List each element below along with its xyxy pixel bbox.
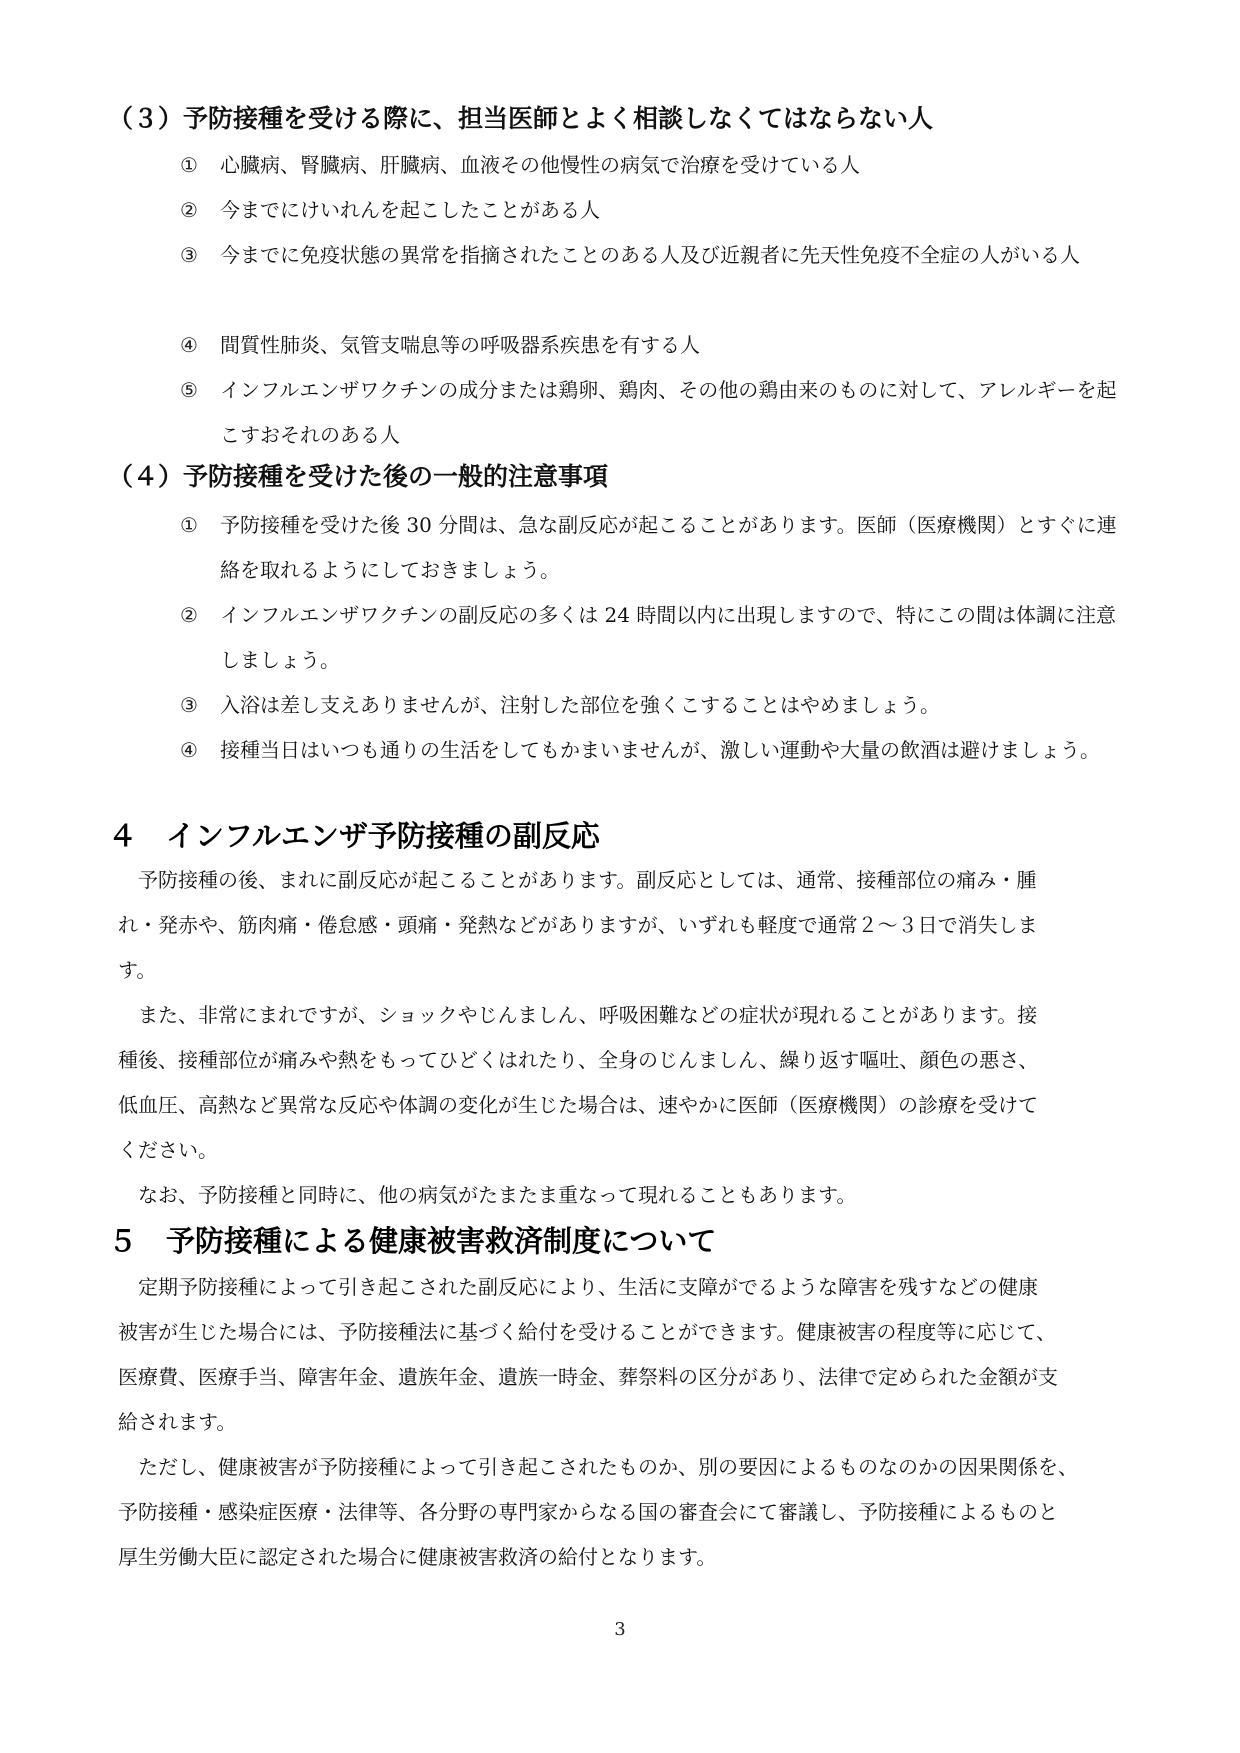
- item-number: ③: [180, 693, 198, 717]
- paragraph-line: ください。: [118, 1138, 218, 1162]
- list-item: [180, 233, 1130, 323]
- item-number: ②: [180, 603, 198, 627]
- subsection-3-heading: （３）予防接種を受ける際に、担当医師とよく相談しなくてはならない人: [108, 104, 934, 133]
- list-item: [180, 368, 1130, 458]
- paragraph-line: 予防接種・感染症医療・法律等、各分野の専門家からなる国の審査会にて審議し、予防接種によるものと: [118, 1500, 1058, 1524]
- item-number: ④: [180, 333, 198, 357]
- item-text: インフルエンザワクチンの成分または鶏卵、鶏肉、その他の鶏由来のものに対して、アレルギーを起こすおそれのある人: [220, 378, 1117, 447]
- section-5-heading: ５ 予防接種による健康被害救済制度について: [108, 1224, 717, 1258]
- item-number: ④: [180, 738, 198, 762]
- item-text: 間質性肺炎、気管支喘息等の呼吸器系疾患を有する人: [220, 333, 700, 357]
- list-item: [180, 593, 1130, 683]
- item-text: 心臓病、腎臓病、肝臓病、血液その他慢性の病気で治療を受けている人: [220, 153, 860, 177]
- section-4-heading: ４ インフルエンザ予防接種の副反応: [108, 819, 600, 853]
- paragraph-line: れ・発赤や、筋肉痛・倦怠感・頭痛・発熱などがありますが、いずれも軽度で通常２～３日で消失しま: [118, 913, 1038, 937]
- paragraph-line: 被害が生じた場合には、予防接種法に基づく給付を受けることができます。健康被害の程度等に応じて、: [118, 1320, 1056, 1344]
- paragraph-line: す。: [118, 958, 157, 982]
- item-number: ③: [180, 243, 198, 267]
- paragraph-line: 医療費、医療手当、障害年金、遺族年金、遺族一時金、葬祭料の区分があり、法律で定められた金額が支: [118, 1365, 1058, 1389]
- item-text: 今までに免疫状態の異常を指摘されたことのある人及び近親者に先天性免疫不全症の人がいる人: [220, 243, 1080, 267]
- paragraph-line: 低血圧、高熱など異常な反応や体調の変化が生じた場合は、速やかに医師（医療機関）の診療を受けて: [118, 1093, 1038, 1117]
- paragraph-line: 厚生労働大臣に認定された場合に健康被害救済の給付となります。: [118, 1545, 717, 1569]
- paragraph-line: 給されます。: [118, 1410, 237, 1434]
- item-text: 今までにけいれんを起こしたことがある人: [220, 198, 600, 222]
- paragraph-line: 定期予防接種によって引き起こされた副反応により、生活に支障がでるような障害を残すなどの健康: [118, 1275, 1038, 1299]
- paragraph-line: 種後、接種部位が痛みや熱をもってひどくはれたり、全身のじんましん、繰り返す嘔吐、顔色の悪さ、: [118, 1048, 1039, 1072]
- paragraph-line: また、非常にまれですが、ショックやじんましん、呼吸困難などの症状が現れることがあります。接: [118, 1003, 1038, 1027]
- subsection-4-heading: （４）予防接種を受けた後の一般的注意事項: [108, 462, 609, 491]
- paragraph-line: なお、予防接種と同時に、他の病気がたまたま重なって現れることもあります。: [118, 1183, 857, 1207]
- item-number: ①: [180, 153, 198, 177]
- item-text: インフルエンザワクチンの副反応の多くは 24 時間以内に出現しますので、特にこの間は体調に注意しましょう。: [220, 603, 1116, 672]
- page-number: 3: [614, 1619, 626, 1640]
- item-number: ⑤: [180, 378, 198, 402]
- list-item: [180, 503, 1130, 593]
- item-text: 接種当日はいつも通りの生活をしてもかまいませんが、激しい運動や大量の飲酒は避けましょう。: [220, 738, 1100, 762]
- item-number: ①: [180, 513, 198, 537]
- list-item: [180, 143, 1130, 188]
- item-text: 予防接種を受けた後 30 分間は、急な副反応が起こることがあります。医師（医療機関）とすぐに連絡を取れるようにしておきましょう。: [220, 513, 1117, 582]
- item-number: ②: [180, 198, 198, 222]
- list-item: [180, 728, 1130, 818]
- list-item: [180, 188, 1130, 233]
- list-item: [180, 683, 1130, 728]
- item-text: 入浴は差し支えありませんが、注射した部位を強くこすることはやめましょう。: [220, 693, 940, 717]
- list-item: [180, 323, 1130, 368]
- paragraph-line: 予防接種の後、まれに副反応が起こることがあります。副反応としては、通常、接種部位の痛み・腫: [118, 868, 1037, 892]
- paragraph-line: ただし、健康被害が予防接種によって引き起こされたものか、別の要因によるものなのかの因果関係を、: [118, 1455, 1078, 1479]
